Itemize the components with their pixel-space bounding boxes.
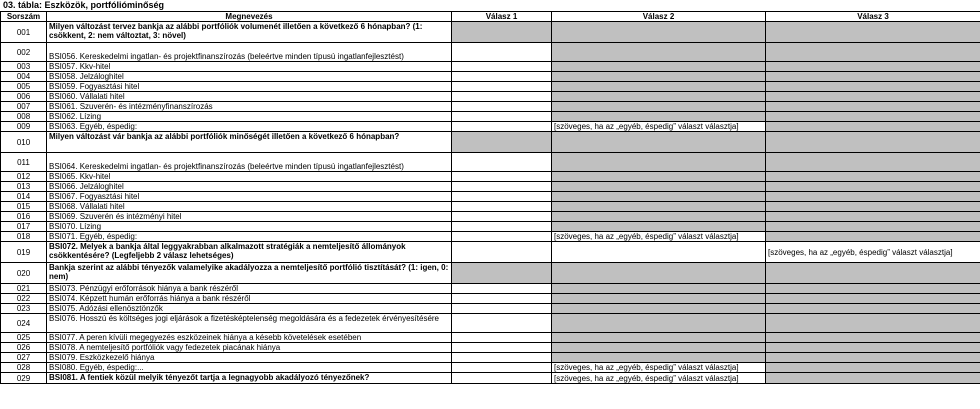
answer-1-cell[interactable] xyxy=(452,284,552,294)
answer-3-cell xyxy=(766,72,980,82)
answer-3-cell xyxy=(766,304,980,314)
answer-2-cell xyxy=(552,284,766,294)
row-description: BSI068. Vállalati hitel xyxy=(47,202,452,212)
row-number: 008 xyxy=(1,112,47,122)
row-description: BSI058. Jelzáloghitel xyxy=(47,72,452,82)
answer-2-cell xyxy=(552,43,766,62)
header-valasz-3: Válasz 3 xyxy=(766,12,980,22)
answer-3-cell xyxy=(766,132,980,153)
answer-2-cell xyxy=(552,92,766,102)
row-number: 023 xyxy=(1,304,47,314)
row-number: 002 xyxy=(1,43,47,62)
answer-2-cell xyxy=(552,353,766,363)
answer-1-cell xyxy=(452,132,552,153)
answer-3-cell xyxy=(766,294,980,304)
answer-2-cell xyxy=(552,192,766,202)
answer-3-cell xyxy=(766,222,980,232)
answer-1-cell[interactable] xyxy=(452,102,552,112)
row-number: 022 xyxy=(1,294,47,304)
answer-1-cell[interactable] xyxy=(452,122,552,132)
portfolio-table xyxy=(0,11,980,384)
row-number: 021 xyxy=(1,284,47,294)
table-row xyxy=(1,284,980,294)
answer-3-cell xyxy=(766,172,980,182)
table-row xyxy=(1,202,980,212)
table-row xyxy=(1,333,980,343)
row-number: 017 xyxy=(1,222,47,232)
table-row xyxy=(1,82,980,92)
header-sorszam: Sorszám xyxy=(1,12,47,22)
row-description: BSI079. Eszközkezelő hiánya xyxy=(47,353,452,363)
answer-1-cell[interactable] xyxy=(452,353,552,363)
answer-1-cell[interactable] xyxy=(452,294,552,304)
table-row xyxy=(1,304,980,314)
row-number: 027 xyxy=(1,353,47,363)
answer-2-cell xyxy=(552,333,766,343)
table-row xyxy=(1,263,980,284)
answer-2-cell[interactable] xyxy=(552,242,766,263)
row-description: BSI057. Kkv-hitel xyxy=(47,62,452,72)
answer-3-cell xyxy=(766,314,980,333)
answer-2-cell xyxy=(552,263,766,284)
answer-3-cell xyxy=(766,353,980,363)
answer-3-cell[interactable]: [szöveges, ha az „egyéb, éspedig” választ választja] xyxy=(766,242,980,263)
header-valasz-1: Válasz 1 xyxy=(452,12,552,22)
table-row xyxy=(1,122,980,132)
table-row xyxy=(1,363,980,373)
table-row xyxy=(1,294,980,304)
answer-1-cell[interactable] xyxy=(452,92,552,102)
answer-3-cell xyxy=(766,182,980,192)
answer-1-cell[interactable] xyxy=(452,373,552,384)
answer-2-cell xyxy=(552,153,766,172)
answer-2-cell[interactable]: [szöveges, ha az „egyéb, éspedig” választ választja] xyxy=(552,363,766,373)
row-description: BSI080. Egyéb, éspedig:... xyxy=(47,363,452,373)
answer-1-cell[interactable] xyxy=(452,363,552,373)
table-row xyxy=(1,92,980,102)
header-megnevezes: Megnevezés xyxy=(47,12,452,22)
table-row xyxy=(1,172,980,182)
answer-3-cell xyxy=(766,333,980,343)
answer-2-cell[interactable]: [szöveges, ha az „egyéb, éspedig” választ választja] xyxy=(552,122,766,132)
header-row xyxy=(1,12,980,22)
answer-3-cell xyxy=(766,112,980,122)
row-description: BSI066. Jelzáloghitel xyxy=(47,182,452,192)
answer-3-cell xyxy=(766,92,980,102)
table-row xyxy=(1,232,980,242)
answer-1-cell[interactable] xyxy=(452,72,552,82)
answer-2-cell xyxy=(552,132,766,153)
row-description: BSI059. Fogyasztási hitel xyxy=(47,82,452,92)
row-number: 026 xyxy=(1,343,47,353)
answer-3-cell xyxy=(766,232,980,242)
table-row xyxy=(1,153,980,172)
row-description: BSI064. Kereskedelmi ingatlan- és projektfinanszírozás (beleértve minden típusú ingatlanfejlesztést) xyxy=(47,153,452,172)
table-row xyxy=(1,112,980,122)
row-description: Milyen változást tervez bankja az alábbi portfóliók volumenét illetően a következő 6 hónapban? (1: csökkent, 2: nem változtat, 3: növel) xyxy=(47,22,452,43)
row-number: 004 xyxy=(1,72,47,82)
row-number: 007 xyxy=(1,102,47,112)
row-description: BSI078. A nemteljesítő portfóliók vagy fedezetek piacának hiánya xyxy=(47,343,452,353)
row-description: BSI073. Pénzügyi erőforrások hiánya a bank részéről xyxy=(47,284,452,294)
answer-1-cell[interactable] xyxy=(452,192,552,202)
answer-3-cell xyxy=(766,43,980,62)
table-row xyxy=(1,182,980,192)
row-description: BSI062. Lízing xyxy=(47,112,452,122)
row-description: BSI070. Lízing xyxy=(47,222,452,232)
answer-2-cell xyxy=(552,212,766,222)
answer-2-cell xyxy=(552,82,766,92)
table-row xyxy=(1,22,980,43)
answer-2-cell xyxy=(552,172,766,182)
answer-1-cell[interactable] xyxy=(452,232,552,242)
row-number: 029 xyxy=(1,373,47,384)
answer-1-cell[interactable] xyxy=(452,212,552,222)
answer-2-cell xyxy=(552,182,766,192)
row-description: BSI061. Szuverén- és intézményfinanszírozás xyxy=(47,102,452,112)
row-description: Milyen változást vár bankja az alábbi portfóliók minőségét illetően a következő 6 hónapban? xyxy=(47,132,452,153)
row-description: BSI071. Egyéb, éspedig: xyxy=(47,232,452,242)
table-row xyxy=(1,222,980,232)
answer-2-cell xyxy=(552,72,766,82)
table-row xyxy=(1,343,980,353)
row-number: 001 xyxy=(1,22,47,43)
row-number: 019 xyxy=(1,242,47,263)
answer-2-cell xyxy=(552,294,766,304)
answer-1-cell[interactable] xyxy=(452,222,552,232)
table-row xyxy=(1,242,980,263)
answer-2-cell xyxy=(552,62,766,72)
answer-1-cell[interactable] xyxy=(452,314,552,333)
row-description: BSI056. Kereskedelmi ingatlan- és projektfinanszírozás (beleértve minden típusú ingatlanfejlesztést) xyxy=(47,43,452,62)
row-description: BSI069. Szuverén és intézményi hitel xyxy=(47,212,452,222)
answer-1-cell[interactable] xyxy=(452,62,552,72)
answer-3-cell xyxy=(766,102,980,112)
table-row xyxy=(1,314,980,333)
answer-3-cell xyxy=(766,212,980,222)
answer-2-cell xyxy=(552,22,766,43)
answer-3-cell xyxy=(766,122,980,132)
answer-2-cell xyxy=(552,102,766,112)
row-description: BSI074. Képzett humán erőforrás hiánya a bank részéről xyxy=(47,294,452,304)
answer-2-cell xyxy=(552,222,766,232)
table-row xyxy=(1,102,980,112)
answer-3-cell xyxy=(766,192,980,202)
row-description: BSI060. Vállalati hitel xyxy=(47,92,452,102)
answer-1-cell[interactable] xyxy=(452,172,552,182)
header-valasz-2: Válasz 2 xyxy=(552,12,766,22)
row-number: 003 xyxy=(1,62,47,72)
row-description: BSI081. A fentiek közül melyik tényezőt tartja a legnagyobb akadályozó tényezőnek? xyxy=(47,373,452,384)
answer-3-cell xyxy=(766,82,980,92)
row-number: 012 xyxy=(1,172,47,182)
row-number: 011 xyxy=(1,153,47,172)
answer-1-cell xyxy=(452,263,552,284)
answer-3-cell xyxy=(766,284,980,294)
answer-3-cell xyxy=(766,22,980,43)
row-number: 025 xyxy=(1,333,47,343)
answer-2-cell xyxy=(552,314,766,333)
answer-1-cell[interactable] xyxy=(452,343,552,353)
answer-2-cell xyxy=(552,343,766,353)
table-row xyxy=(1,192,980,202)
answer-2-cell[interactable]: [szöveges, ha az „egyéb, éspedig” választ választja] xyxy=(552,373,766,384)
answer-1-cell[interactable] xyxy=(452,112,552,122)
answer-1-cell[interactable] xyxy=(452,182,552,192)
table-row xyxy=(1,72,980,82)
answer-3-cell xyxy=(766,343,980,353)
row-description: BSI076. Hosszú és költséges jogi eljárások a fizetésképtelenség megoldására és a fedezetek érvényesítésére xyxy=(47,314,452,333)
row-number: 010 xyxy=(1,132,47,153)
answer-1-cell[interactable] xyxy=(452,43,552,62)
answer-1-cell[interactable] xyxy=(452,153,552,172)
answer-2-cell[interactable]: [szöveges, ha az „egyéb, éspedig” választ választja] xyxy=(552,232,766,242)
row-number: 013 xyxy=(1,182,47,192)
row-description: BSI065. Kkv-hitel xyxy=(47,172,452,182)
row-number: 006 xyxy=(1,92,47,102)
answer-1-cell[interactable] xyxy=(452,82,552,92)
row-description: Bankja szerint az alábbi tényezők valamelyike akadályozza a nemteljesítő portfólió tisztítását? (1: igen, 0: nem) xyxy=(47,263,452,284)
answer-2-cell xyxy=(552,304,766,314)
answer-1-cell[interactable] xyxy=(452,202,552,212)
row-description: BSI075. Adózási ellenösztönzők xyxy=(47,304,452,314)
answer-3-cell xyxy=(766,263,980,284)
row-description: BSI072. Melyek a bankja által leggyakrabban alkalmazott stratégiák a nemteljesítő állományok csökkentésére? (Legfeljebb 2 válasz lehetséges) xyxy=(47,242,452,263)
row-number: 020 xyxy=(1,263,47,284)
row-number: 024 xyxy=(1,314,47,333)
answer-3-cell xyxy=(766,62,980,72)
answer-3-cell xyxy=(766,373,980,384)
table-row xyxy=(1,212,980,222)
answer-1-cell[interactable] xyxy=(452,242,552,263)
row-number: 014 xyxy=(1,192,47,202)
table-row xyxy=(1,62,980,72)
row-description: BSI077. A peren kívüli megegyezés eszközeinek hiánya a késebb követelések esetében xyxy=(47,333,452,343)
table-row xyxy=(1,373,980,384)
row-number: 018 xyxy=(1,232,47,242)
row-number: 005 xyxy=(1,82,47,92)
table-row xyxy=(1,132,980,153)
answer-2-cell xyxy=(552,202,766,212)
table-row xyxy=(1,353,980,363)
table-row xyxy=(1,43,980,62)
answer-3-cell xyxy=(766,363,980,373)
answer-1-cell xyxy=(452,22,552,43)
row-number: 028 xyxy=(1,363,47,373)
table-title: 03. tábla: Eszközök, portfólióminőség xyxy=(3,0,165,10)
answer-2-cell xyxy=(552,112,766,122)
row-description: BSI063. Egyéb, éspedig: xyxy=(47,122,452,132)
row-description: BSI067. Fogyasztási hitel xyxy=(47,192,452,202)
row-number: 015 xyxy=(1,202,47,212)
row-number: 009 xyxy=(1,122,47,132)
row-number: 016 xyxy=(1,212,47,222)
answer-3-cell xyxy=(766,202,980,212)
answer-1-cell[interactable] xyxy=(452,304,552,314)
answer-3-cell xyxy=(766,153,980,172)
answer-1-cell[interactable] xyxy=(452,333,552,343)
